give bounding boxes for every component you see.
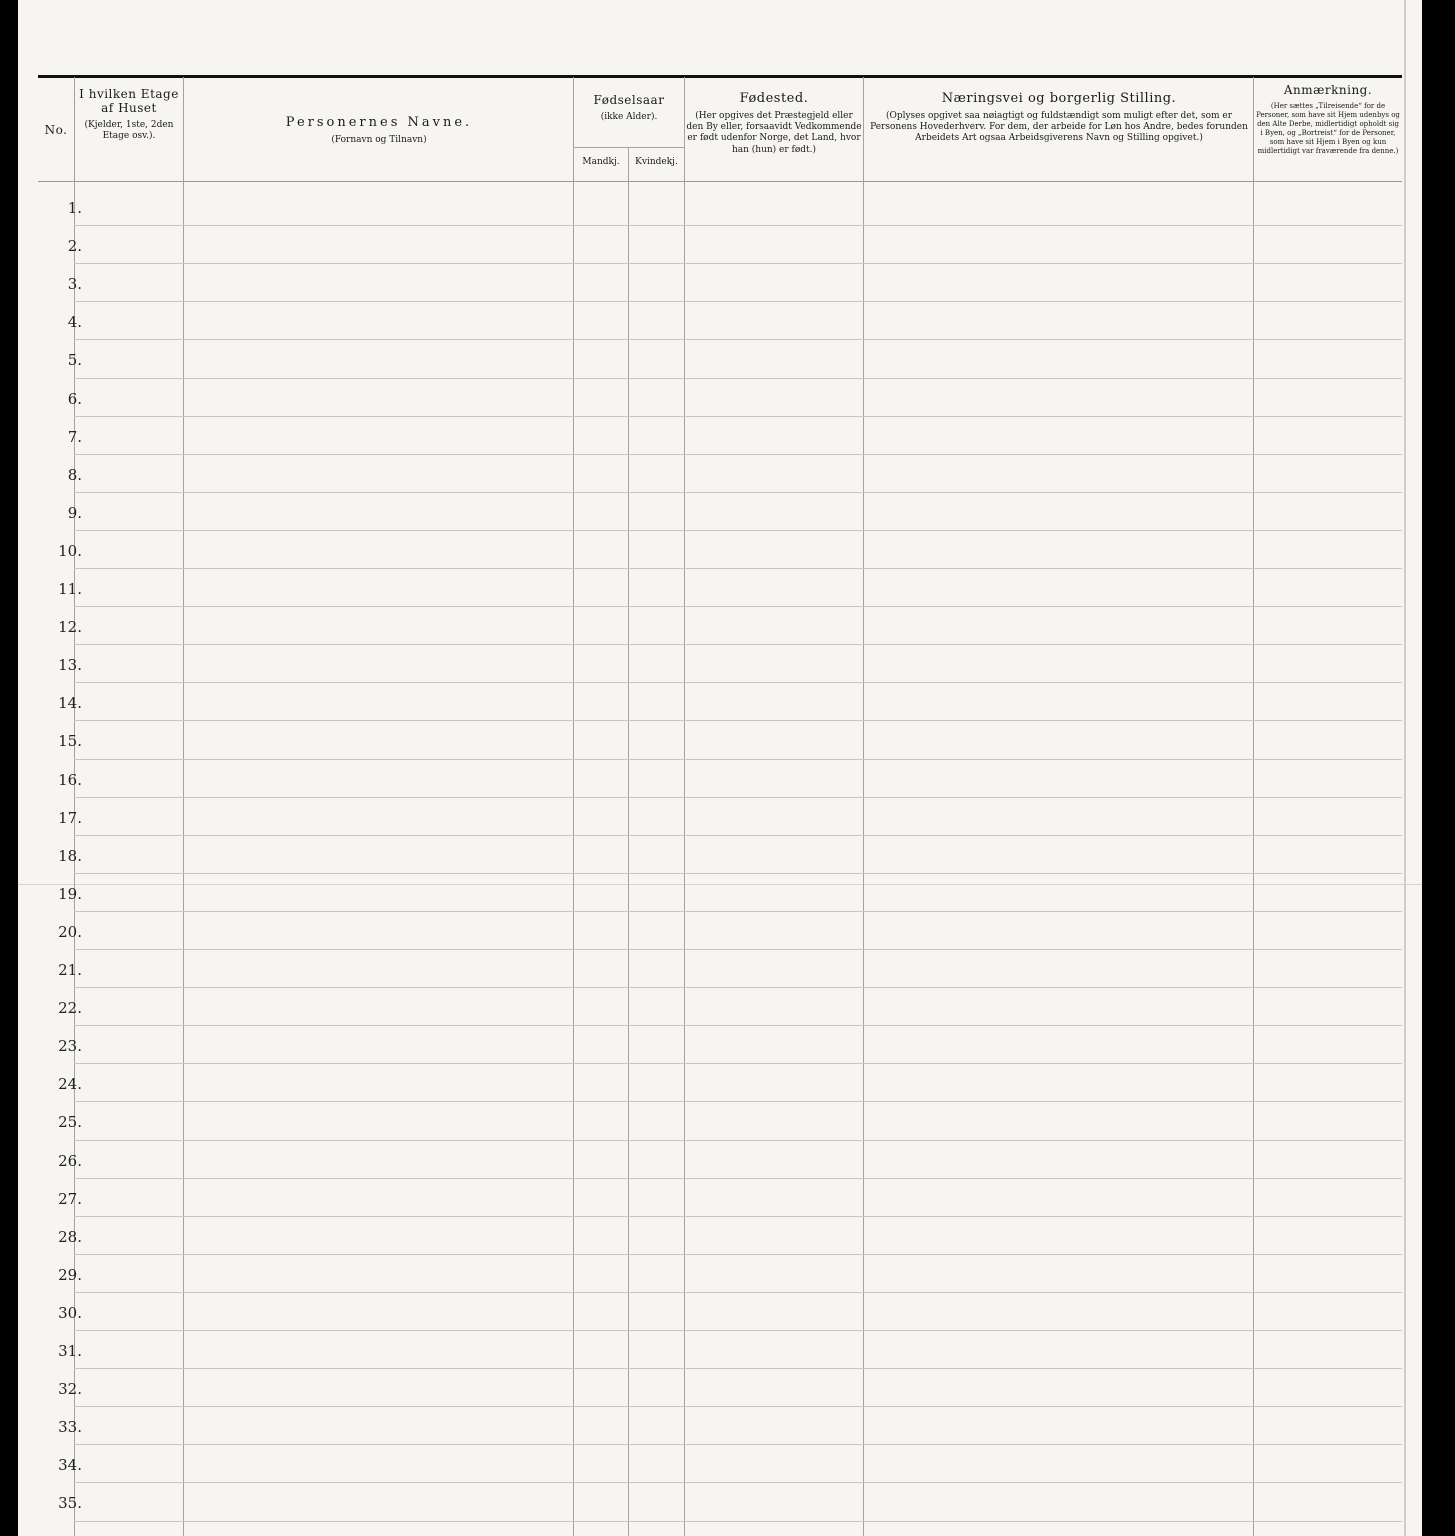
row-number: 19. bbox=[58, 884, 82, 903]
row-rule bbox=[74, 949, 1402, 950]
row-number: 18. bbox=[58, 846, 82, 865]
row-rule bbox=[74, 1063, 1402, 1064]
row-number: 3. bbox=[67, 275, 82, 294]
row-number: 24. bbox=[58, 1075, 82, 1094]
row-rule bbox=[74, 835, 1402, 836]
header-birthplace-note: (Her opgives det Præstegjeld eller den By eller, forsaavidt Vedkommende er født udenfor Norge, det Land, hvor han (hun) er født.) bbox=[686, 110, 862, 155]
header-birthplace-title: Fødested. bbox=[739, 91, 809, 106]
header-names-title: Personernes Navne. bbox=[285, 115, 473, 130]
header-male: Mandkj. bbox=[582, 157, 620, 167]
header-occupation-title: Næringsvei og borgerlig Stilling. bbox=[941, 91, 1177, 106]
row-rule bbox=[74, 1521, 1402, 1522]
header-occupation-note: (Oplyses opgivet saa nøiagtigt og fuldstændigt som muligt efter det, som er Personens Hovederhverv. For dem, der arbeide for Løn hos Andre, bedes forunden Arbeidets Art ogsaa Arbeidsgiverens Navn og Stilling opgivet.) bbox=[870, 110, 1248, 144]
row-number: 9. bbox=[67, 503, 82, 522]
top-rule bbox=[38, 75, 1402, 78]
row-number: 8. bbox=[67, 465, 82, 484]
row-rule bbox=[74, 1025, 1402, 1026]
row-rule bbox=[74, 568, 1402, 569]
header-names-note: (Fornavn og Tilnavn) bbox=[331, 134, 427, 145]
header-floor-title: I hvilken Etage af Huset bbox=[79, 87, 179, 115]
row-number: 33. bbox=[58, 1418, 82, 1437]
row-number: 6. bbox=[67, 389, 82, 408]
row-number: 17. bbox=[58, 808, 82, 827]
row-rule bbox=[74, 1140, 1402, 1141]
header-floor-note: (Kjelder, 1ste, 2den Etage osv.). bbox=[84, 119, 174, 141]
row-rule bbox=[74, 873, 1402, 874]
row-rule bbox=[74, 263, 1402, 264]
row-number: 13. bbox=[58, 656, 82, 675]
row-number: 25. bbox=[58, 1113, 82, 1132]
header-birthyear-title: Fødselsaar bbox=[593, 93, 665, 107]
column-divider-birthplace bbox=[863, 77, 864, 1536]
row-rule bbox=[74, 1330, 1402, 1331]
row-rule bbox=[74, 1406, 1402, 1407]
row-rule bbox=[74, 606, 1402, 607]
header-names bbox=[186, 116, 572, 146]
row-rule bbox=[74, 759, 1402, 760]
row-rule bbox=[74, 301, 1402, 302]
column-divider-male bbox=[628, 147, 629, 1536]
census-form-sheet bbox=[18, 0, 1422, 1536]
row-rule bbox=[74, 797, 1402, 798]
row-number: 23. bbox=[58, 1037, 82, 1056]
header-floor bbox=[76, 88, 182, 142]
row-number: 5. bbox=[67, 351, 82, 370]
row-rule bbox=[74, 339, 1402, 340]
row-number: 34. bbox=[58, 1456, 82, 1475]
row-rule bbox=[74, 644, 1402, 645]
row-rule bbox=[74, 1216, 1402, 1217]
row-rule bbox=[74, 416, 1402, 417]
row-number: 10. bbox=[58, 541, 82, 560]
column-divider-birthyear bbox=[684, 77, 685, 1536]
row-rule bbox=[74, 911, 1402, 912]
row-rule bbox=[74, 1482, 1402, 1483]
header-birthyear-note: (ikke Alder). bbox=[600, 111, 658, 122]
header-birthyear bbox=[575, 94, 683, 123]
row-number: 30. bbox=[58, 1303, 82, 1322]
birthyear-subheader-rule bbox=[573, 147, 684, 148]
column-divider-occupation bbox=[1253, 77, 1254, 1536]
column-divider-floor bbox=[183, 77, 184, 1536]
row-number: 15. bbox=[58, 732, 82, 751]
row-rule bbox=[74, 225, 1402, 226]
row-rule bbox=[74, 1444, 1402, 1445]
row-rule bbox=[74, 492, 1402, 493]
header-remarks bbox=[1255, 84, 1401, 156]
row-rule bbox=[74, 1101, 1402, 1102]
row-number: 28. bbox=[58, 1227, 82, 1246]
row-rule bbox=[74, 378, 1402, 379]
row-number: 7. bbox=[67, 427, 82, 446]
row-rule bbox=[74, 1292, 1402, 1293]
row-number: 21. bbox=[58, 961, 82, 979]
row-rule bbox=[74, 1178, 1402, 1179]
row-number: 26. bbox=[58, 1151, 82, 1170]
row-rule bbox=[74, 987, 1402, 988]
row-number: 12. bbox=[58, 618, 82, 637]
row-number: 22. bbox=[58, 999, 82, 1018]
sheet-right-edge bbox=[1404, 0, 1406, 1536]
header-remarks-title: Anmærkning. bbox=[1283, 83, 1373, 97]
row-number: 11. bbox=[58, 580, 82, 598]
header-no: No. bbox=[44, 123, 68, 137]
row-number: 1. bbox=[67, 199, 82, 217]
row-rule bbox=[74, 530, 1402, 531]
row-number: 29. bbox=[58, 1265, 82, 1284]
row-rule bbox=[74, 720, 1402, 721]
row-number: 14. bbox=[58, 694, 82, 713]
header-remarks-note: (Her sættes „Tilreisende“ for de Personer, som have sit Hjem udenbys og den Alte Derbe, midlertidigt opholdt sig i Byen, og „Bortreist“ for de Personer, som have sit Hjem i Byen og kun midlertidigt var fraværende fra denne.) bbox=[1256, 101, 1400, 156]
row-rule bbox=[74, 1254, 1402, 1255]
page-fold bbox=[18, 884, 1422, 885]
row-number: 31. bbox=[58, 1342, 82, 1360]
row-number: 32. bbox=[58, 1380, 82, 1399]
header-occupation bbox=[867, 92, 1251, 145]
row-rule bbox=[74, 682, 1402, 683]
row-rule bbox=[74, 1368, 1402, 1369]
row-number: 35. bbox=[58, 1494, 82, 1513]
row-number: 2. bbox=[67, 237, 82, 256]
row-number: 16. bbox=[58, 770, 82, 789]
header-bottom-rule bbox=[38, 181, 1402, 182]
column-divider-names bbox=[573, 77, 574, 1536]
row-number: 4. bbox=[67, 313, 82, 332]
row-number: 20. bbox=[58, 922, 82, 941]
header-birthplace bbox=[686, 92, 862, 156]
row-number: 27. bbox=[58, 1189, 82, 1208]
row-rule bbox=[74, 454, 1402, 455]
header-female: Kvindekj. bbox=[635, 157, 678, 167]
